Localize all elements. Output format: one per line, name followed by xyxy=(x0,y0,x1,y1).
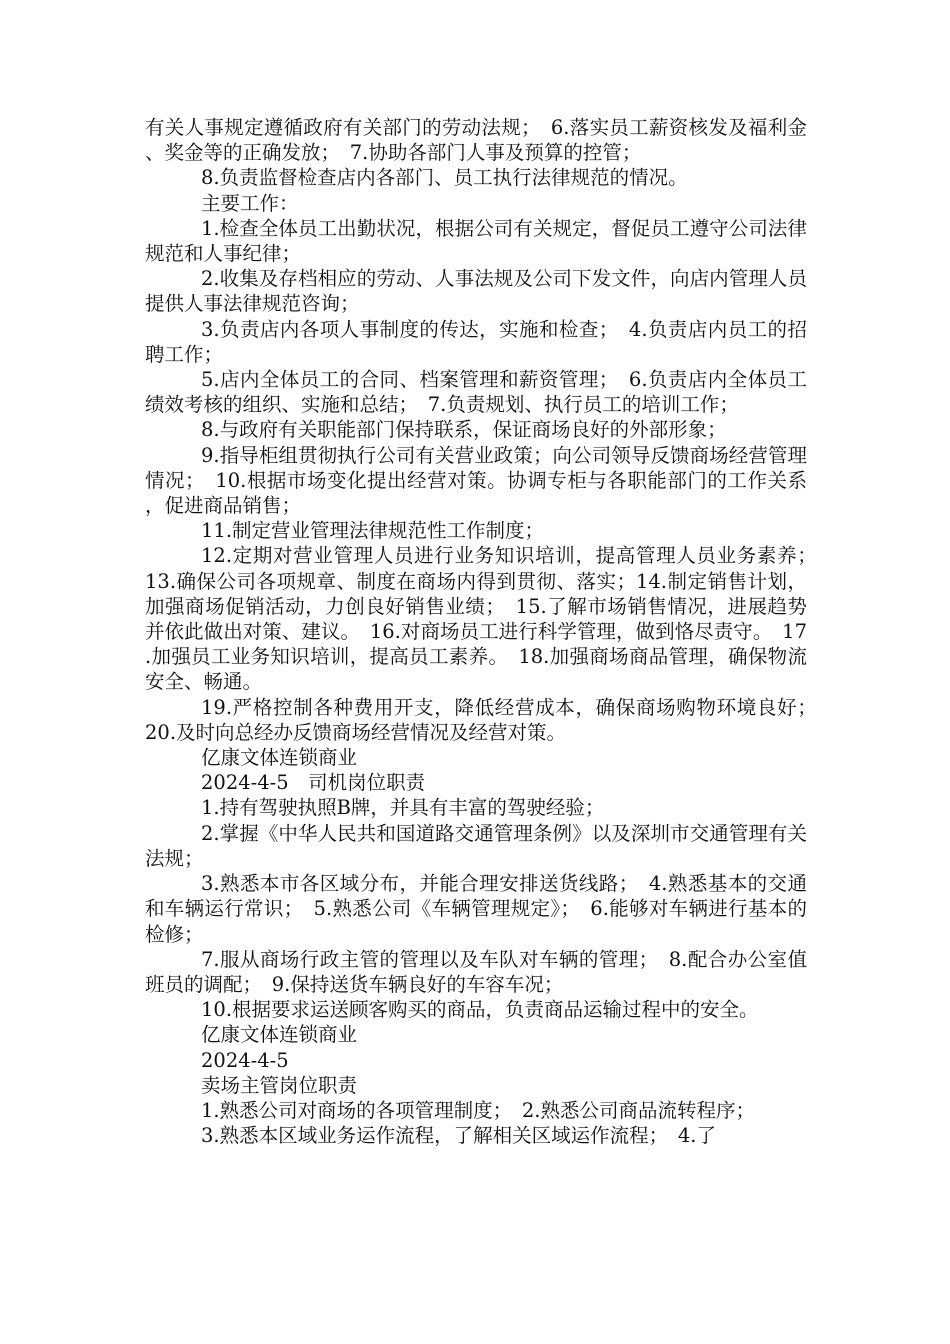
paragraph: 7.服从商场行政主管的管理以及车队对车辆的管理； 8.配合办公室值班员的调配； 9.保持送货车辆良好的车容车况； xyxy=(145,947,807,996)
paragraph: 1.检查全体员工出勤状况，根据公司有关规定，督促员工遵守公司法律规范和人事纪律； xyxy=(145,216,807,266)
paragraph: 有关人事规定遵循政府有关部门的劳动法规； 6.落实员工薪资核发及福利金、奖金等的正确发放； 7.协助各部门人事及预算的控管； xyxy=(145,116,807,165)
paragraph: 3.负责店内各项人事制度的传达，实施和检查； 4.负责店内员工的招聘工作； xyxy=(145,317,807,366)
document-body xyxy=(145,115,827,1148)
date: 2024-4-5 xyxy=(201,1048,289,1072)
paragraph: 2.掌握《中华人民共和国道路交通管理条例》以及深圳市交通管理有关法规； xyxy=(145,821,807,870)
paragraph: 2.收集及存档相应的劳动、人事法规及公司下发文件，向店内管理人员提供人事法律规范咨询； xyxy=(145,267,807,316)
section-heading: 主要工作： xyxy=(201,191,299,215)
company-name: 亿康文体连锁商业 xyxy=(201,1023,358,1047)
paragraph: 3.熟悉本区域业务运作流程，了解相关区域运作流程； 4.了 xyxy=(201,1124,716,1148)
paragraph: 5.店内全体员工的合同、档案管理和薪资管理； 6.负责店内全体员工绩效考核的组织、实施和总结； 7.负责规划、执行员工的培训工作； xyxy=(145,368,807,417)
section-heading: 卖场主管岗位职责 xyxy=(201,1073,358,1097)
paragraph: 3.熟悉本市各区域分布，并能合理安排送货线路； 4.熟悉基本的交通和车辆运行常识； 5.熟悉公司《车辆管理规定》； 6.能够对车辆进行基本的检修； xyxy=(145,872,807,946)
section-heading: 2024-4-5 司机岗位职责 xyxy=(201,771,426,795)
paragraph: 11.制定营业管理法律规范性工作制度； xyxy=(201,519,545,543)
paragraph: 1.持有驾驶执照B牌，并具有丰富的驾驶经验； xyxy=(201,796,605,820)
paragraph: 10.根据要求运送顾客购买的商品，负责商品运输过程中的安全。 xyxy=(201,998,759,1022)
paragraph: 8.与政府有关职能部门保持联系，保证商场良好的外部形象； xyxy=(201,418,727,442)
paragraph: 8.负责监督检查店内各部门、员工执行法律规范的情况。 xyxy=(201,166,688,190)
paragraph: 1.熟悉公司对商场的各项管理制度； 2.熟悉公司商品流转程序； xyxy=(201,1098,755,1122)
paragraph: 9.指导柜组贯彻执行公司有关营业政策；向公司领导反馈商场经营管理情况； 10.根据市场变化提出经营对策。协调专柜与各职能部门的工作关系，促进商品销售； xyxy=(145,443,807,518)
paragraph: 12.定期对营业管理人员进行业务知识培训，提高管理人员业务素养； 13.确保公司各项规章、制度在商场内得到贯彻、落实；14.制定销售计划，加强商场促销活动，力创良好销售业绩； 15.了解市场销售情况，进展趋势并依此做出对策、建议。 16.对商场员工进行科学管理，做到恪尽责守。 17.加强员工业务知识培训，提高员工素养。 18.加强商场商品管理，确保物流安全、畅通。 xyxy=(145,544,827,694)
company-name: 亿康文体连锁商业 xyxy=(201,746,358,770)
paragraph: 19.严格控制各种费用开支，降低经营成本，确保商场购物环境良好； 20.及时向总经办反馈商场经营情况及经营对策。 xyxy=(145,695,827,744)
